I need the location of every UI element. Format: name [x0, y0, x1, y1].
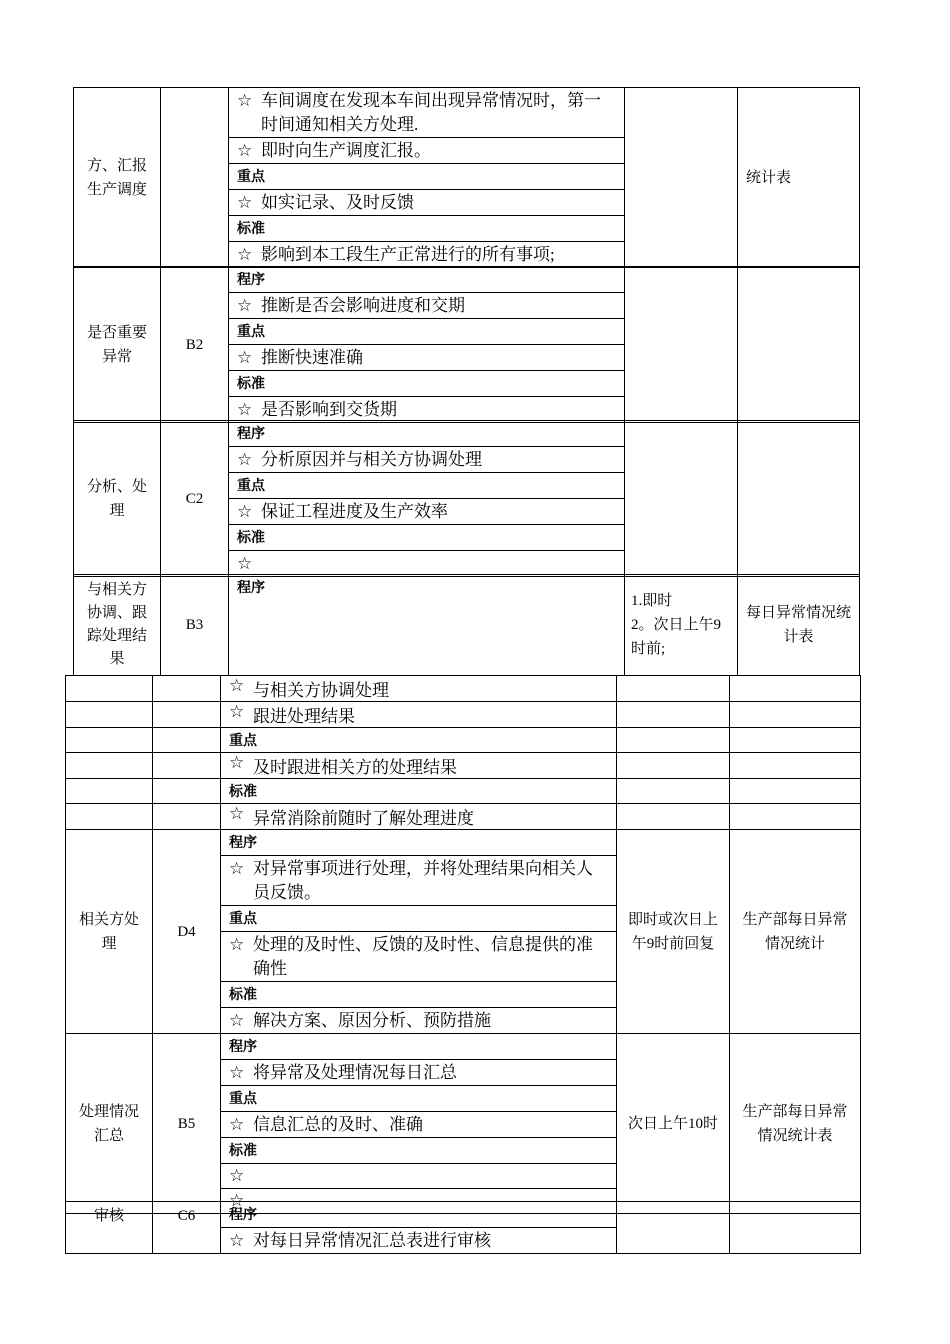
section-header-key: 重点: [229, 164, 624, 190]
section-header-program: 程序: [229, 421, 624, 447]
section-header-key: 重点: [229, 473, 624, 499]
star-icon: ☆: [229, 1166, 245, 1185]
star-icon: ☆: [229, 702, 245, 721]
step-details: [221, 1034, 616, 1213]
step-details: [221, 1202, 616, 1253]
time-limit: 次日上午10时: [617, 1034, 730, 1214]
detail-item: ☆ 与相关方协调处理: [221, 676, 617, 702]
star-icon: ☆: [237, 553, 253, 573]
step-details: [229, 88, 624, 267]
step-details: [229, 421, 624, 576]
record-form: 统计表: [738, 88, 860, 268]
star-icon: ☆: [229, 1114, 245, 1134]
detail-item: [229, 551, 624, 577]
step-code: B2: [161, 267, 229, 423]
section-header-standard: 标准: [229, 525, 624, 551]
detail-item: [221, 1164, 616, 1189]
step-code: [161, 88, 229, 268]
process-block-5: [65, 675, 861, 830]
detail-item: ☆ 保证工程进度及生产效率: [229, 499, 624, 525]
star-icon: ☆: [229, 1010, 245, 1030]
star-icon: ☆: [237, 140, 253, 160]
section-header-key: 重点: [221, 1086, 616, 1112]
time-limit: 即时或次日上午9时前回复: [617, 830, 730, 1034]
step-details: [229, 267, 624, 422]
detail-item: ☆ 对异常事项进行处理，并将处理结果向相关人员反馈。: [221, 856, 616, 906]
star-icon: ☆: [237, 347, 253, 367]
detail-item: ☆ 推断快速准确: [229, 345, 624, 371]
detail-item: ☆ 及时跟进相关方的处理结果: [221, 753, 617, 779]
star-icon: ☆: [237, 192, 253, 212]
detail-item: ☆ 处理的及时性、反馈的及时性、信息提供的准确性: [221, 932, 616, 982]
section-header-standard: 标准: [229, 371, 624, 397]
detail-item: ☆ 是否影响到交货期: [229, 397, 624, 423]
process-block-6: [65, 829, 861, 1034]
section-header-key: 重点: [221, 728, 617, 753]
detail-item: ☆ 异常消除前随时了解处理进度: [221, 804, 617, 830]
step-details: [221, 830, 616, 1033]
section-header-standard: 标准: [221, 982, 616, 1008]
detail-item: ☆ 影响到本工段生产正常进行的所有事项;: [229, 242, 624, 268]
record-form: 每日异常情况统计表: [738, 575, 860, 676]
star-icon: ☆: [237, 449, 253, 469]
section-header-key: 重点: [229, 319, 624, 345]
step-name: 方、汇报生产调度: [74, 88, 161, 268]
step-code: C2: [161, 421, 229, 577]
detail-item: ☆ 解决方案、原因分析、预防措施: [221, 1008, 616, 1034]
section-header-program: 程序: [221, 1034, 616, 1060]
step-details: [229, 575, 624, 600]
detail-item: ☆ 分析原因并与相关方协调处理: [229, 447, 624, 473]
star-icon: ☆: [229, 934, 245, 954]
section-header-key: 重点: [221, 906, 616, 932]
detail-item: ☆ 即时向生产调度汇报。: [229, 138, 624, 164]
section-header-program: 程序: [229, 267, 624, 293]
star-icon: ☆: [237, 399, 253, 419]
detail-item: ☆ 如实记录、及时反馈: [229, 190, 624, 216]
star-icon: ☆: [229, 1191, 245, 1210]
star-icon: ☆: [229, 804, 245, 823]
process-block-4: [73, 574, 860, 676]
step-code: C6: [153, 1202, 221, 1254]
step-code: B5: [153, 1034, 221, 1214]
star-icon: ☆: [229, 676, 245, 695]
section-header-program: 程序: [221, 830, 616, 856]
star-icon: ☆: [229, 858, 245, 878]
star-icon: ☆: [229, 1230, 245, 1250]
detail-item: ☆ 推断是否会影响进度和交期: [229, 293, 624, 319]
section-header-standard: 标准: [221, 1138, 616, 1164]
detail-item: ☆ 车间调度在发现本车间出现异常情况时，第一时间通知相关方处理.: [229, 88, 624, 138]
detail-item: ☆对每日异常情况汇总表进行审核: [221, 1228, 616, 1254]
step-name: 处理情况汇总: [66, 1034, 153, 1214]
star-icon: ☆: [229, 1062, 245, 1082]
time-limit: [625, 88, 738, 268]
section-header-program: 程序: [237, 579, 265, 596]
star-icon: ☆: [237, 244, 253, 264]
step-name: 分析、处理: [74, 421, 161, 577]
record-form: 生产部每日异常情况统计: [730, 830, 861, 1034]
process-block-7: [65, 1033, 861, 1214]
section-header-standard: 标准: [221, 779, 617, 804]
detail-item: ☆将异常及处理情况每日汇总: [221, 1060, 616, 1086]
step-name: 是否重要异常: [74, 267, 161, 423]
star-icon: ☆: [237, 501, 253, 521]
star-icon: ☆: [229, 753, 245, 772]
process-block-2: [73, 266, 860, 423]
detail-item: ☆ 信息汇总的及时、准确: [221, 1112, 616, 1138]
step-name: 审核: [66, 1202, 153, 1254]
step-name: 相关方处理: [66, 830, 153, 1034]
section-header-program: 程序: [221, 1202, 616, 1228]
process-block-8: [65, 1201, 861, 1254]
step-name: 与相关方协调、跟踪处理结果: [74, 575, 161, 676]
star-icon: ☆: [237, 90, 253, 110]
section-header-standard: 标准: [229, 216, 624, 242]
record-form: 生产部每日异常情况统计表: [730, 1034, 861, 1214]
detail-item: ☆ 跟进处理结果: [221, 702, 617, 728]
star-icon: ☆: [237, 295, 253, 315]
time-limit: 1.即时 2。次日上午9时前;: [625, 575, 738, 676]
process-block-1: [73, 87, 860, 268]
process-block-3: [73, 420, 860, 577]
step-code: D4: [153, 830, 221, 1034]
step-code: B3: [161, 575, 229, 676]
